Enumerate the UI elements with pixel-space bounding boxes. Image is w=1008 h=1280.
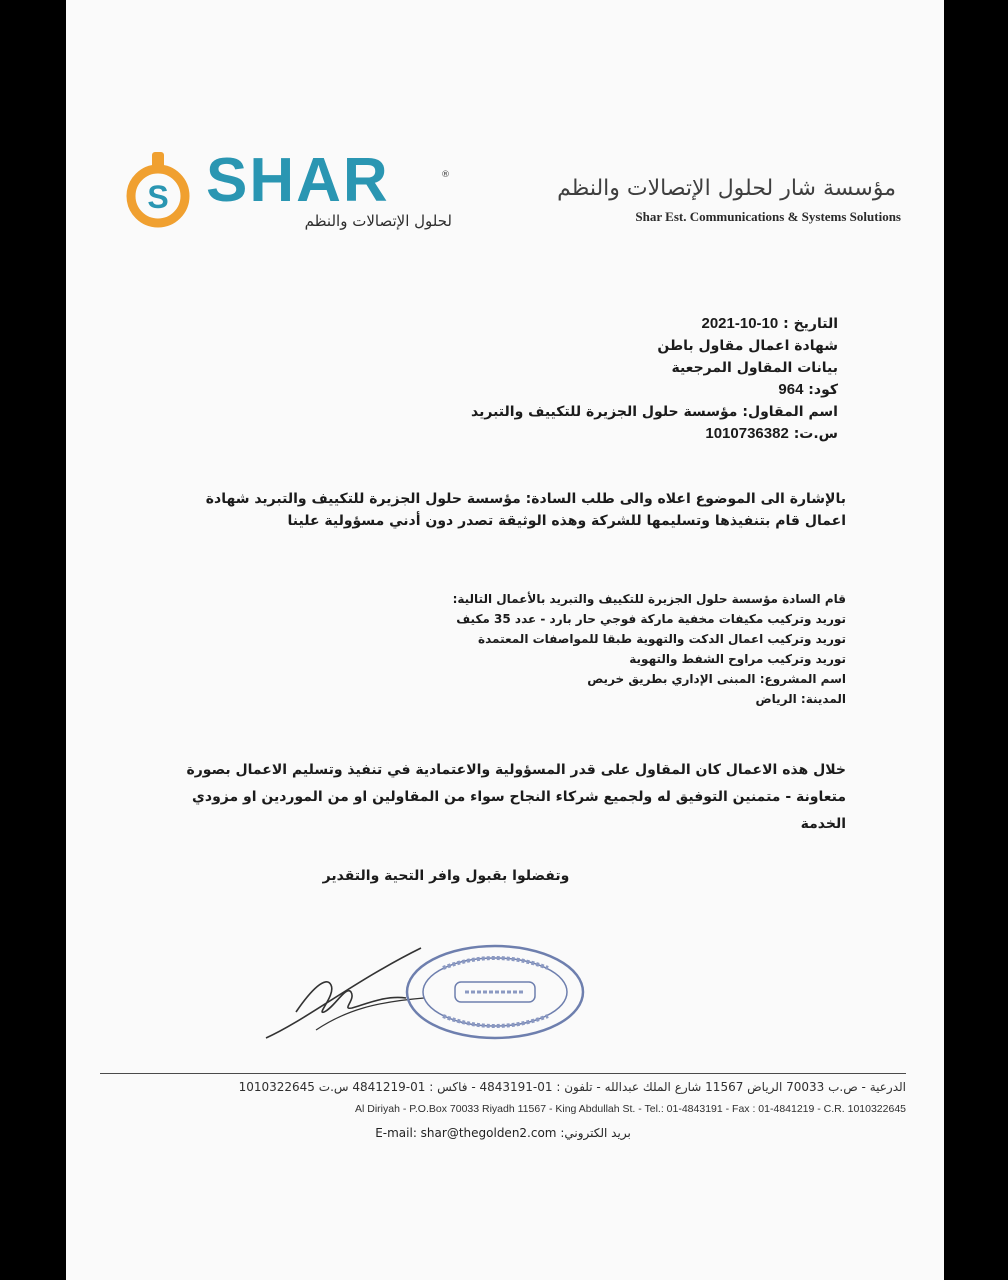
contractor-label: اسم المقاول:	[742, 404, 838, 420]
code-value: 964	[778, 381, 804, 398]
works-item: توريد وتركيب مكيفات مخفية ماركة فوجي حار بارد - عدد 35 مكيف	[456, 612, 846, 626]
brand-subtitle: لحلول الإتصالات والنظم	[304, 212, 452, 230]
cr-value: 1010736382	[705, 425, 789, 442]
svg-text:S: S	[147, 179, 169, 215]
email-value[interactable]: E-mail: shar@thegolden2.com	[375, 1126, 557, 1140]
contractor-value: مؤسسة حلول الجزيرة للتكييف والتبريد	[471, 404, 738, 420]
email-label: بريد الكتروني:	[560, 1126, 631, 1140]
cr-line	[426, 423, 838, 445]
contractor-line	[426, 401, 838, 423]
company-name-arabic: مؤسسة شار لحلول الإتصالات والنظم	[557, 176, 896, 201]
cr-label: س.ت:	[793, 426, 838, 442]
reference-info	[426, 313, 838, 445]
works-item: توريد وتركيب اعمال الدكت والتهوية طبقا للمواصفات المعتمدة	[478, 632, 846, 646]
closing-line: وتفضلوا بقبول وافر التحية والتقدير	[322, 868, 570, 884]
code-label: كود:	[808, 382, 838, 398]
date-value: 2021-10-10	[701, 315, 779, 332]
reference-heading: بيانات المقاول المرجعية	[671, 360, 838, 376]
footer-email	[100, 1126, 906, 1140]
brand-trademark: ®	[441, 170, 450, 180]
performance-paragraph: خلال هذه الاعمال كان المقاول على قدر المسؤولية والاعتمادية في تنفيذ وتسليم الاعمال بصورة متعاونة - متمنين التوفيق له ولجميع شركاء النجاح سواء من المقاولين او من الموردين او مزودي الخدمة	[186, 762, 846, 832]
works-item: المدينة: الرياض	[755, 692, 846, 706]
company-name-english: Shar Est. Communications & Systems Solutions	[635, 209, 901, 224]
code-line	[426, 379, 838, 401]
works-item: توريد وتركيب مراوح الشفط والتهوية	[629, 652, 846, 666]
certificate-title: شهادة اعمال مقاول باطن	[657, 338, 838, 354]
footer-divider	[100, 1073, 906, 1074]
footer-address-english: Al Diriyah - P.O.Box 70033 Riyadh 11567 - King Abdullah St. - Tel.: 01-4843191 - Fax : 01-4841219 - C.R. 1010322645	[354, 1103, 906, 1115]
letter-page	[66, 0, 944, 1280]
intro-paragraph: بالإشارة الى الموضوع اعلاه والى طلب السادة: مؤسسة حلول الجزيرة للتكييف والتبريد شهادة اعمال قام بتنفيذها وتسليمها للشركة وهذه الوثيقة تصدر دون أدني مسؤولية علينا	[205, 491, 846, 529]
brand-name: SHAR	[206, 146, 390, 215]
date-label: التاريخ :	[783, 316, 838, 332]
company-stamp-icon	[403, 942, 588, 1042]
footer-address-arabic: الدرعية - ص.ب 70033 الرياض 11567 شارع الملك عبدالله - تلفون : 01-4843191 - فاكس : 01-4841219 س.ت 1010322645	[238, 1080, 906, 1094]
works-list	[356, 589, 846, 709]
shar-logo-icon	[118, 150, 198, 230]
date-line	[426, 313, 838, 335]
works-item: قام السادة مؤسسة حلول الجزيرة للتكييف والتبريد بالأعمال التالية:	[452, 592, 846, 606]
signature-icon	[256, 940, 426, 1050]
works-item: اسم المشروع: المبنى الإداري بطريق خريص	[587, 672, 846, 686]
